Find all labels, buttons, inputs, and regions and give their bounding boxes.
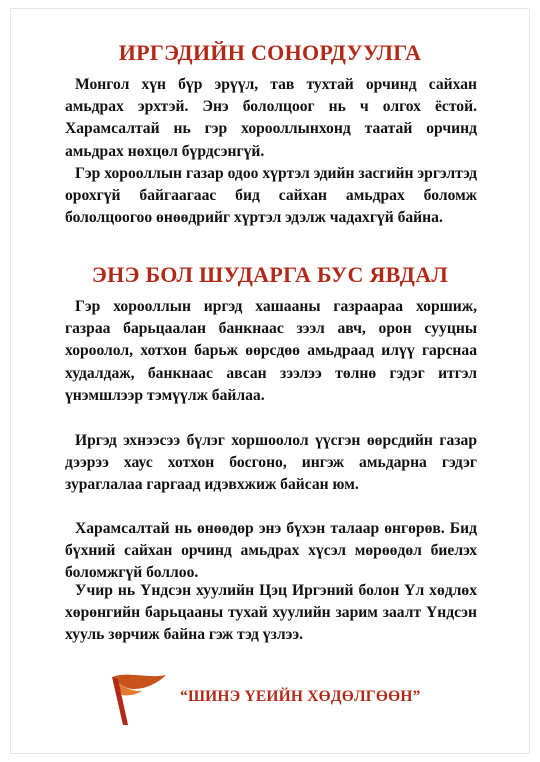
paragraph-constitution xyxy=(65,580,477,647)
heading-citizens-notice: ИРГЭДИЙН СОНОРДУУЛГА xyxy=(118,40,422,65)
paragraph-cooperation xyxy=(65,296,477,407)
paragraph-groups xyxy=(65,430,477,497)
paragraph-intro xyxy=(65,74,477,163)
paragraph-intro-text: Монгол хүн бүр эрүүл, тав тухтай орчинд сайхан амьдрах эрхтэй. Энэ бололцоог нь ч олгох ёстой. Харамсалтай нь гэр хорооллынхонд таатай орчинд амьдрах нөхцөл бүрдсэнгүй. xyxy=(65,76,477,160)
flag-logo-icon xyxy=(108,669,168,729)
paragraph-cooperation-text: Гэр хорооллын иргэд хашааны газраараа хоршиж, газраа барьцаалан банкнаас зээл авч, орон сууцны хороолол, хотхон барьж өөрсдөө амьдраад илүү гарснаа худалдаж, банкнаас авсан зээлээ төлнө гэдэг итгэл үнэмшлээр тэмүүлж байлаа. xyxy=(65,298,477,404)
movement-slogan: “ШИНЭ ҮЕИЙН ХӨДӨЛГӨӨН” xyxy=(180,688,421,705)
paragraph-land-text: Гэр хорооллын газар одоо хүртэл эдийн засгийн эргэлтэд орохгүй байгаагаас бид сайхан амьдрах боломж бололцоогоо өнөөдрийг хүртэл эдэлж чадахгүй байна. xyxy=(65,165,477,227)
paragraph-land xyxy=(65,163,477,230)
paragraph-groups-text: Иргэд эхнээсээ бүлэг хоршоолол үүсгэн өөрсдийн газар дээрээ хаус хотхон босгоно, ингэж амьдарна гэдэг зураглалаа гаргаад идэвхжиж байсан юм. xyxy=(65,432,477,494)
heading-unfair: ЭНЭ БОЛ ШУДАРГА БУС ЯВДАЛ xyxy=(91,262,449,287)
paragraph-constitution-text: Учир нь Үндсэн хуулийн Цэц Иргэний болон Үл хөдлөх хөрөнгийн барьцааны тухай хуулийн зарим заалт Үндсэн хууль зөрчиж байна гэж тэд үзлээ. xyxy=(65,582,477,644)
paragraph-regret-text: Харамсалтай нь өнөөдөр энэ бүхэн талаар өнгөрөв. Бид бүхний сайхан орчинд амьдрах хүсэл мөрөөдөл биелэх боломжгүй боллоо. xyxy=(65,520,477,582)
paragraph-regret xyxy=(65,518,477,585)
